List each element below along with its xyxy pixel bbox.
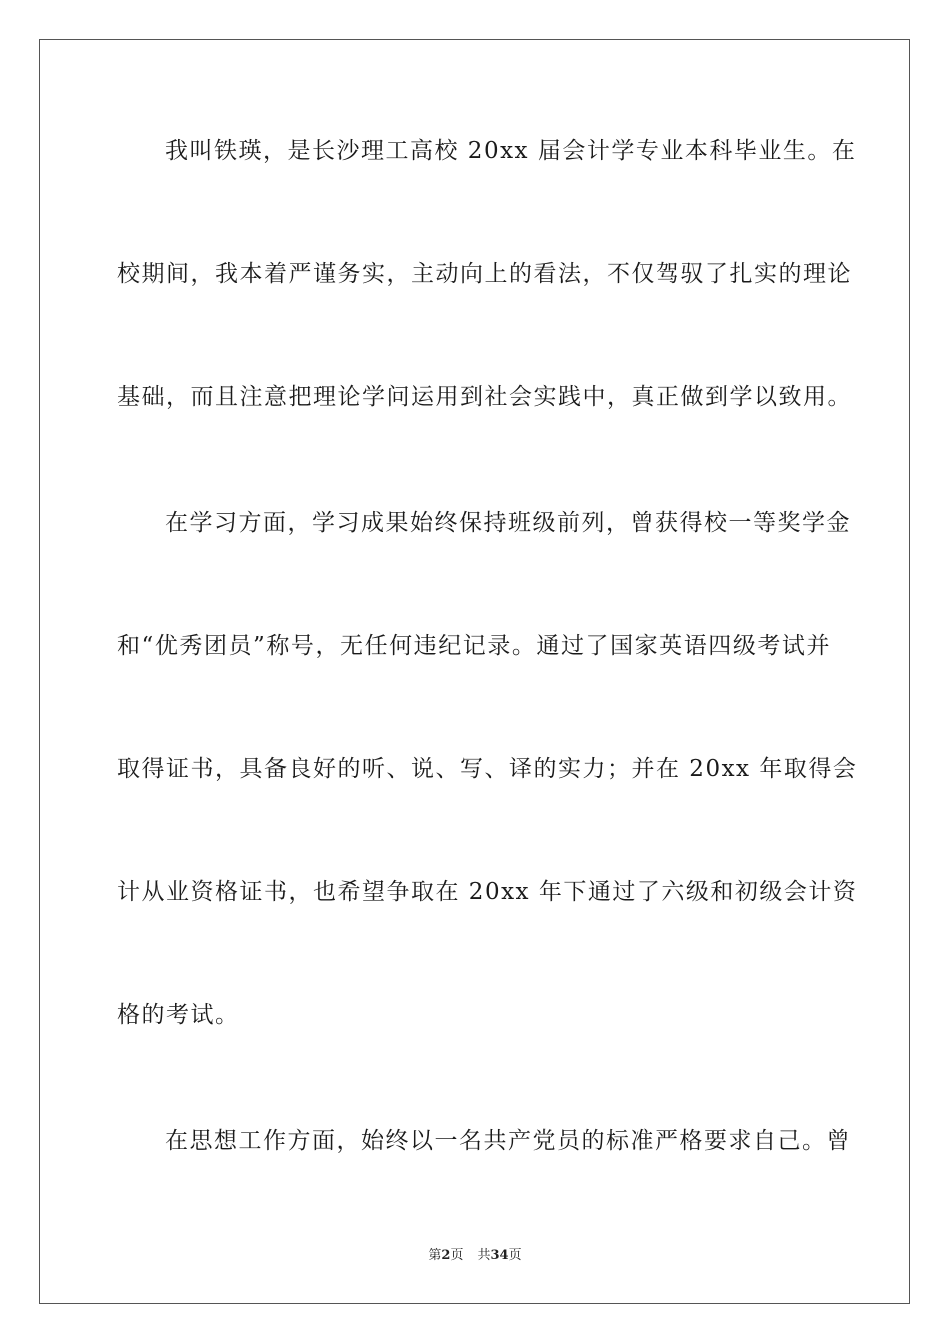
total-suffix: 页 bbox=[508, 1248, 522, 1263]
paragraph-1-line-2: 校期间，我本着严谨务实，主动向上的看法，不仅驾驭了扎实的理论 bbox=[117, 261, 852, 287]
paragraph-1-line-1: 我叫铁瑛，是长沙理工高校 20xx 届会计学专业本科毕业生。在 bbox=[165, 138, 857, 164]
paragraph-2-line-4: 计从业资格证书，也希望争取在 20xx 年下通过了六级和初级会计资 bbox=[117, 879, 858, 905]
page-border bbox=[39, 39, 910, 1304]
page-prefix: 第 bbox=[428, 1248, 442, 1263]
page-number: 2 bbox=[441, 1248, 451, 1263]
paragraph-2-line-3: 取得证书，具备良好的听、说、写、译的实力；并在 20xx 年取得会 bbox=[117, 756, 858, 782]
paragraph-2-line-2: 和“优秀团员”称号，无任何违纪记录。通过了国家英语四级考试并 bbox=[117, 633, 831, 659]
total-pages: 34 bbox=[490, 1248, 509, 1263]
page-footer bbox=[0, 1247, 950, 1265]
paragraph-2-line-1: 在学习方面，学习成果始终保持班级前列，曾获得校一等奖学金 bbox=[165, 510, 851, 536]
page-suffix: 页 bbox=[450, 1248, 464, 1263]
total-prefix: 共 bbox=[477, 1248, 491, 1263]
paragraph-3-line-1: 在思想工作方面，始终以一名共产党员的标准严格要求自己。曾 bbox=[165, 1128, 851, 1154]
paragraph-1-line-3: 基础，而且注意把理论学问运用到社会实践中，真正做到学以致用。 bbox=[117, 384, 852, 410]
paragraph-2-line-5: 格的考试。 bbox=[117, 1002, 240, 1028]
